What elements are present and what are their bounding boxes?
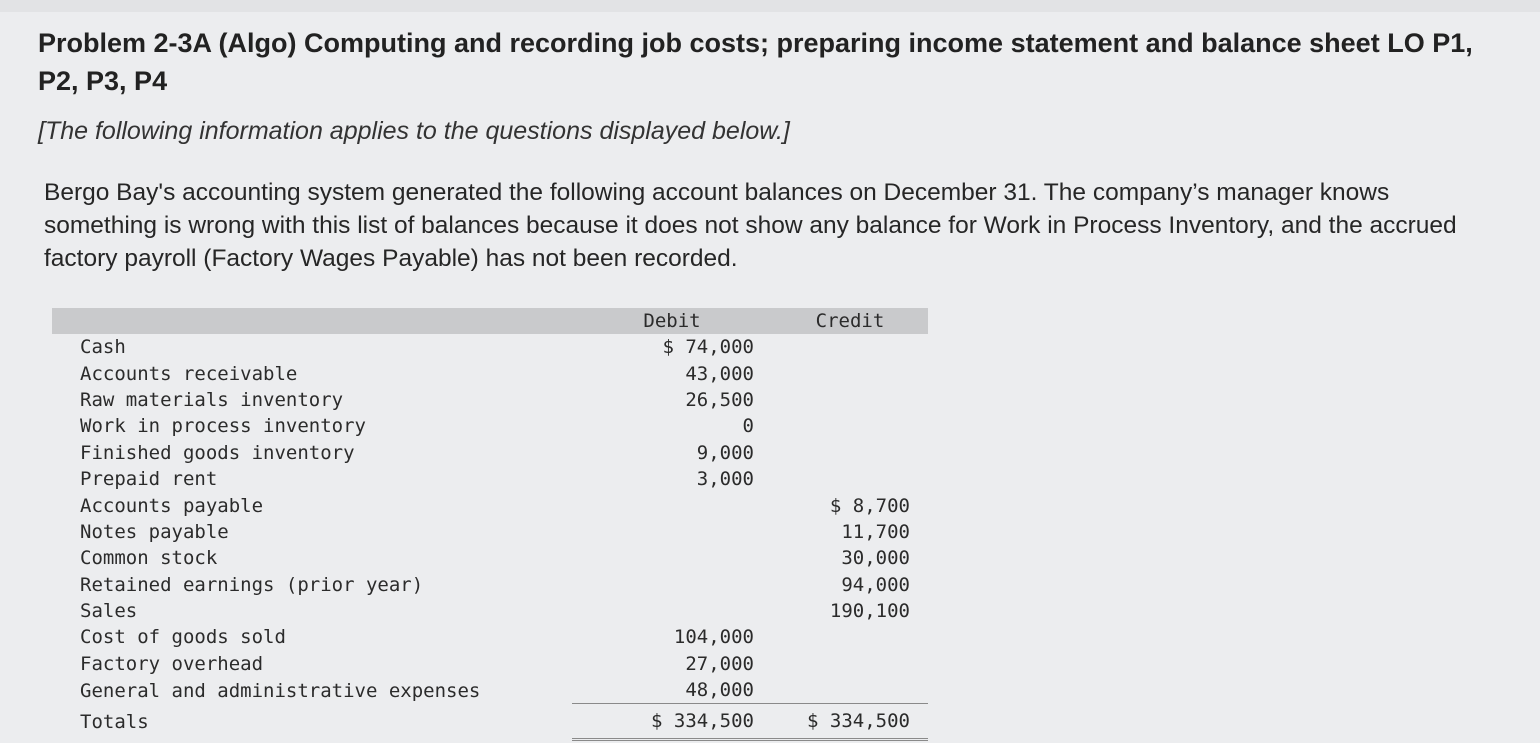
account-name: General and administrative expenses bbox=[80, 679, 481, 702]
account-name: Work in process inventory bbox=[80, 415, 366, 438]
table-header-row bbox=[52, 308, 928, 334]
credit-total: $ 334,500 bbox=[772, 704, 928, 740]
debit-column-header: Debit bbox=[572, 308, 772, 334]
credit-amount bbox=[772, 387, 928, 413]
account-name: Accounts receivable bbox=[80, 362, 298, 385]
credit-amount: 30,000 bbox=[841, 547, 910, 570]
account-name: Cash bbox=[80, 336, 126, 359]
table-row bbox=[52, 651, 928, 677]
credit-amount bbox=[772, 440, 928, 466]
credit-amount: 11,700 bbox=[841, 520, 910, 543]
account-name: Sales bbox=[80, 600, 138, 623]
problem-title: Problem 2-3A (Algo) Computing and recording job costs; preparing income statement and balance sheet LO P1, P2, P3, P4 bbox=[38, 28, 1473, 96]
account-balances-table bbox=[52, 308, 928, 741]
credit-column-header: Credit bbox=[772, 308, 928, 334]
account-name: Prepaid rent bbox=[80, 468, 218, 491]
table-row bbox=[52, 387, 928, 413]
credit-amount bbox=[772, 334, 928, 360]
table-row bbox=[52, 519, 928, 545]
table-row bbox=[52, 334, 928, 360]
credit-amount: 190,100 bbox=[829, 600, 910, 623]
table-row bbox=[52, 677, 928, 704]
debit-amount bbox=[572, 545, 772, 571]
debit-amount: 43,000 bbox=[685, 362, 754, 385]
account-name: Finished goods inventory bbox=[80, 441, 355, 464]
debit-amount bbox=[572, 492, 772, 518]
credit-amount bbox=[772, 651, 928, 677]
table-row bbox=[52, 492, 928, 518]
debit-amount: 27,000 bbox=[685, 652, 754, 675]
account-name: Accounts payable bbox=[80, 494, 264, 517]
table-row bbox=[52, 598, 928, 624]
debit-amount: 26,500 bbox=[685, 388, 754, 411]
info-note: [The following information applies to the questions displayed below.] bbox=[38, 117, 790, 145]
debit-amount bbox=[572, 572, 772, 598]
totals-row bbox=[52, 704, 928, 740]
account-name: Common stock bbox=[80, 547, 218, 570]
debit-amount: 104,000 bbox=[673, 626, 754, 649]
table-row bbox=[52, 440, 928, 466]
credit-amount bbox=[772, 360, 928, 386]
debit-amount: $ 74,000 bbox=[662, 336, 754, 359]
credit-amount: $ 8,700 bbox=[829, 494, 910, 517]
debit-amount bbox=[572, 598, 772, 624]
intro-paragraph: Bergo Bay's accounting system generated the following account balances on December 31. The company’s manager knows something is wrong with this list of balances because it does not show any balance for Work in Process Inventory, and the accrued factory payroll (Factory Wages Payable) has not been recorded. bbox=[44, 179, 1457, 272]
account-name: Notes payable bbox=[80, 520, 229, 543]
account-name: Factory overhead bbox=[80, 652, 264, 675]
account-name: Raw materials inventory bbox=[80, 388, 344, 411]
table-row bbox=[52, 413, 928, 439]
table-row bbox=[52, 360, 928, 386]
table-row bbox=[52, 466, 928, 492]
credit-amount bbox=[772, 677, 928, 704]
debit-amount: 48,000 bbox=[572, 677, 772, 704]
table-row bbox=[52, 572, 928, 598]
table-row bbox=[52, 624, 928, 650]
credit-amount bbox=[772, 624, 928, 650]
top-strip bbox=[0, 0, 1540, 12]
credit-amount: 94,000 bbox=[841, 573, 910, 596]
account-column-header bbox=[52, 308, 572, 334]
debit-total: $ 334,500 bbox=[572, 704, 772, 740]
credit-amount bbox=[772, 466, 928, 492]
account-name: Cost of goods sold bbox=[80, 626, 286, 649]
debit-amount: 9,000 bbox=[696, 441, 754, 464]
debit-amount: 3,000 bbox=[696, 468, 754, 491]
account-name: Retained earnings (prior year) bbox=[80, 573, 424, 596]
debit-amount bbox=[572, 519, 772, 545]
debit-amount: 0 bbox=[742, 415, 754, 438]
credit-amount bbox=[772, 413, 928, 439]
totals-label: Totals bbox=[80, 710, 149, 733]
table-row bbox=[52, 545, 928, 571]
